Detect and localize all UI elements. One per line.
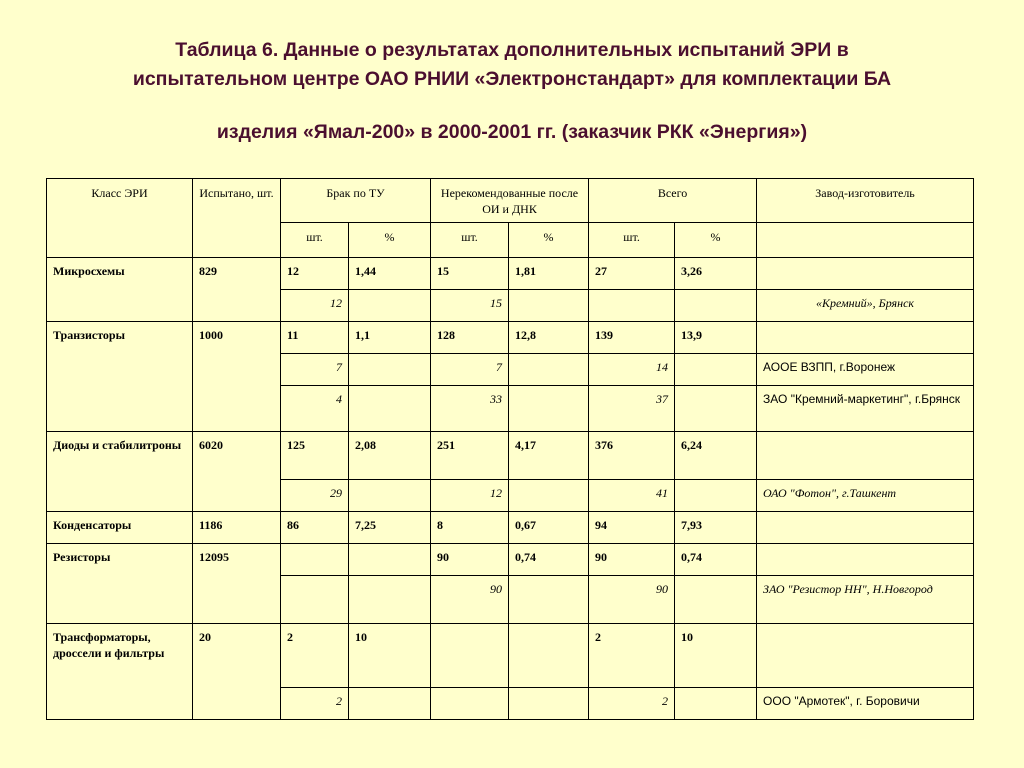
table-row bbox=[47, 258, 974, 290]
cell: 4,17 bbox=[509, 432, 589, 480]
cell: 0,74 bbox=[509, 544, 589, 576]
manufacturer: «Кремний», Брянск bbox=[757, 290, 974, 322]
class-name: Резисторы bbox=[47, 544, 193, 624]
cell bbox=[281, 576, 349, 624]
cell: 90 bbox=[589, 576, 675, 624]
cell: 2 bbox=[281, 688, 349, 720]
cell: 7,93 bbox=[675, 512, 757, 544]
cell bbox=[509, 688, 589, 720]
cell: 1,44 bbox=[349, 258, 431, 290]
subheader-pcs: шт. bbox=[431, 223, 509, 258]
page-title bbox=[40, 36, 984, 147]
header-vsego: Всего bbox=[589, 179, 757, 223]
manufacturer: ЗАО "Кремний-маркетинг", г.Брянск bbox=[757, 386, 974, 432]
cell: 10 bbox=[675, 624, 757, 688]
subheader-empty bbox=[757, 223, 974, 258]
title-line-1: Таблица 6. Данные о результатах дополнительных испытаний ЭРИ в bbox=[175, 39, 849, 61]
cell: 139 bbox=[589, 322, 675, 354]
cell: 27 bbox=[589, 258, 675, 290]
cell bbox=[675, 688, 757, 720]
table-row bbox=[47, 322, 974, 354]
cell bbox=[757, 624, 974, 688]
cell bbox=[281, 544, 349, 576]
cell bbox=[675, 576, 757, 624]
header-brak: Брак по ТУ bbox=[281, 179, 431, 223]
subheader-pcs: шт. bbox=[589, 223, 675, 258]
cell: 2,08 bbox=[349, 432, 431, 480]
cell: 33 bbox=[431, 386, 509, 432]
cell: 13,9 bbox=[675, 322, 757, 354]
cell: 15 bbox=[431, 290, 509, 322]
cell bbox=[431, 624, 509, 688]
tested-count: 1186 bbox=[193, 512, 281, 544]
manufacturer: ООО "Армотек", г. Боровичи bbox=[757, 688, 974, 720]
cell bbox=[509, 624, 589, 688]
cell: 1,81 bbox=[509, 258, 589, 290]
class-name: Конденсаторы bbox=[47, 512, 193, 544]
cell bbox=[349, 688, 431, 720]
cell: 10 bbox=[349, 624, 431, 688]
cell bbox=[509, 480, 589, 512]
cell bbox=[589, 290, 675, 322]
cell bbox=[509, 386, 589, 432]
class-name: Трансформаторы, дроссели и фильтры bbox=[47, 624, 193, 720]
class-name: Микросхемы bbox=[47, 258, 193, 322]
results-table bbox=[46, 178, 974, 720]
table-row bbox=[47, 624, 974, 688]
table-row bbox=[47, 432, 974, 480]
table-row bbox=[47, 512, 974, 544]
cell: 2 bbox=[281, 624, 349, 688]
cell bbox=[349, 480, 431, 512]
table-row bbox=[47, 544, 974, 576]
cell: 2 bbox=[589, 624, 675, 688]
header-zavod: Завод-изготовитель bbox=[757, 179, 974, 223]
cell bbox=[349, 576, 431, 624]
cell bbox=[509, 576, 589, 624]
cell: 12,8 bbox=[509, 322, 589, 354]
tested-count: 20 bbox=[193, 624, 281, 720]
manufacturer: ЗАО "Резистор НН", Н.Новгород bbox=[757, 576, 974, 624]
cell: 90 bbox=[431, 544, 509, 576]
tested-count: 829 bbox=[193, 258, 281, 322]
cell bbox=[675, 354, 757, 386]
manufacturer: ОАО "Фотон", г.Ташкент bbox=[757, 480, 974, 512]
cell: 14 bbox=[589, 354, 675, 386]
manufacturer: АООЕ ВЗПП, г.Воронеж bbox=[757, 354, 974, 386]
header-tested: Испытано, шт. bbox=[193, 179, 281, 258]
cell bbox=[675, 290, 757, 322]
cell bbox=[675, 386, 757, 432]
cell bbox=[757, 258, 974, 290]
cell: 12 bbox=[281, 258, 349, 290]
cell: 12 bbox=[431, 480, 509, 512]
cell: 8 bbox=[431, 512, 509, 544]
subheader-pct: % bbox=[349, 223, 431, 258]
cell: 376 bbox=[589, 432, 675, 480]
cell bbox=[757, 544, 974, 576]
cell: 41 bbox=[589, 480, 675, 512]
class-name: Диоды и стабилитроны bbox=[47, 432, 193, 512]
cell: 29 bbox=[281, 480, 349, 512]
cell: 1,1 bbox=[349, 322, 431, 354]
cell bbox=[509, 354, 589, 386]
header-klass: Класс ЭРИ bbox=[47, 179, 193, 258]
cell bbox=[757, 322, 974, 354]
cell: 37 bbox=[589, 386, 675, 432]
subheader-pcs: шт. bbox=[281, 223, 349, 258]
tested-count: 1000 bbox=[193, 322, 281, 432]
cell: 7 bbox=[431, 354, 509, 386]
cell bbox=[757, 512, 974, 544]
cell: 90 bbox=[589, 544, 675, 576]
cell: 90 bbox=[431, 576, 509, 624]
class-name: Транзисторы bbox=[47, 322, 193, 432]
cell bbox=[757, 432, 974, 480]
cell: 12 bbox=[281, 290, 349, 322]
cell: 251 bbox=[431, 432, 509, 480]
cell: 15 bbox=[431, 258, 509, 290]
tested-count: 6020 bbox=[193, 432, 281, 512]
cell: 3,26 bbox=[675, 258, 757, 290]
cell bbox=[431, 688, 509, 720]
cell bbox=[349, 386, 431, 432]
cell: 0,67 bbox=[509, 512, 589, 544]
cell: 7,25 bbox=[349, 512, 431, 544]
cell: 6,24 bbox=[675, 432, 757, 480]
cell bbox=[349, 354, 431, 386]
title-line-2: испытательном центре ОАО РНИИ «Электронстандарт» для комплектации БА bbox=[132, 68, 892, 90]
cell: 7 bbox=[281, 354, 349, 386]
cell: 94 bbox=[589, 512, 675, 544]
subheader-pct: % bbox=[509, 223, 589, 258]
cell bbox=[349, 290, 431, 322]
title-line-3: изделия «Ямал-200» в 2000-2001 гг. (заказчик РКК «Энергия») bbox=[216, 121, 808, 143]
cell: 0,74 bbox=[675, 544, 757, 576]
cell: 11 bbox=[281, 322, 349, 354]
cell: 125 bbox=[281, 432, 349, 480]
cell bbox=[349, 544, 431, 576]
cell: 128 bbox=[431, 322, 509, 354]
subheader-pct: % bbox=[675, 223, 757, 258]
cell: 4 bbox=[281, 386, 349, 432]
cell bbox=[509, 290, 589, 322]
cell bbox=[675, 480, 757, 512]
cell: 86 bbox=[281, 512, 349, 544]
tested-count: 12095 bbox=[193, 544, 281, 624]
header-nerec: Нерекомендованные после ОИ и ДНК bbox=[431, 179, 589, 223]
cell: 2 bbox=[589, 688, 675, 720]
